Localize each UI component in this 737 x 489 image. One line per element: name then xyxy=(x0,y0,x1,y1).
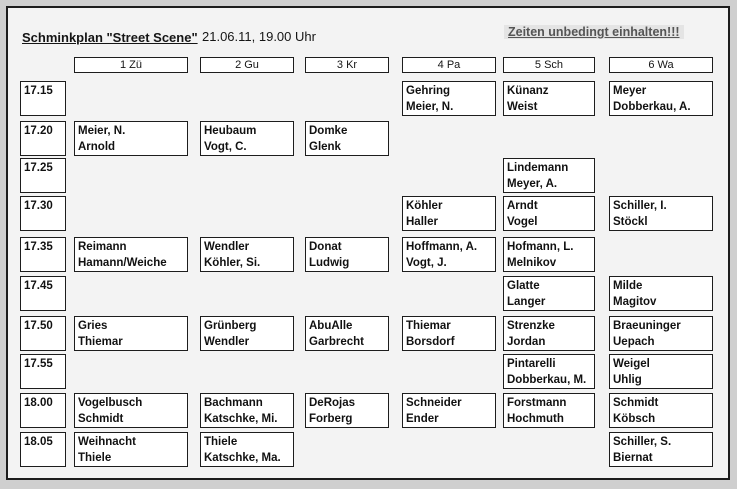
person-name: Lindemann xyxy=(507,162,569,174)
time-label: 18.05 xyxy=(24,436,53,448)
time-label: 17.50 xyxy=(24,320,53,332)
person-name: Köhler, Si. xyxy=(204,257,261,269)
schedule-entry xyxy=(402,316,496,351)
person-name: Milde xyxy=(613,280,643,292)
time-slot xyxy=(20,354,66,389)
person-name: Hofmann, L. xyxy=(507,241,574,253)
time-label: 17.35 xyxy=(24,241,53,253)
person-name: Hoffmann, A. xyxy=(406,241,478,253)
person-name: Vogt, C. xyxy=(204,141,247,153)
schedule-entry xyxy=(609,354,713,389)
column-header: 2 Gu xyxy=(200,57,294,73)
schedule-entry xyxy=(503,393,595,428)
person-name: Schmidt xyxy=(613,397,659,409)
time-label: 18.00 xyxy=(24,397,53,409)
person-name: Ludwig xyxy=(309,257,350,269)
schedule-entry xyxy=(609,276,713,311)
schedule-entry xyxy=(609,393,713,428)
person-name: Heubaum xyxy=(204,125,257,137)
person-name: Langer xyxy=(507,296,546,308)
schedule-entry xyxy=(402,81,496,116)
person-name: Braeuninger xyxy=(613,320,681,332)
schedule-entry xyxy=(305,393,389,428)
person-name: Gehring xyxy=(406,85,451,97)
person-name: Jordan xyxy=(507,336,546,348)
schedule-entry xyxy=(402,196,496,231)
time-slot xyxy=(20,432,66,467)
person-name: Dobberkau, A. xyxy=(613,101,691,113)
time-slot xyxy=(20,196,66,231)
person-name: Forstmann xyxy=(507,397,567,409)
person-name: Thiele xyxy=(78,452,112,464)
person-name: Gries xyxy=(78,320,108,332)
person-name: Domke xyxy=(309,125,348,137)
schedule-entry xyxy=(200,432,294,467)
person-name: Weigel xyxy=(613,358,650,370)
person-name: Magitov xyxy=(613,296,657,308)
schedule-entry xyxy=(503,158,595,193)
person-name: Meier, N. xyxy=(78,125,126,137)
schedule-entry xyxy=(74,393,188,428)
column-header: 1 Zü xyxy=(74,57,188,73)
person-name: Thiemar xyxy=(406,320,451,332)
schedule-entry xyxy=(200,121,294,156)
person-name: DeRojas xyxy=(309,397,356,409)
person-name: Vogel xyxy=(507,216,538,228)
person-name: Hamann/Weiche xyxy=(78,257,167,269)
schedule-entry xyxy=(503,316,595,351)
warning-note: Zeiten unbedingt einhalten!!! xyxy=(504,25,684,39)
schedule-entry xyxy=(305,237,389,272)
time-label: 17.55 xyxy=(24,358,53,370)
person-name: Weihnacht xyxy=(78,436,136,448)
person-name: Köhler xyxy=(406,200,443,212)
schedule-entry xyxy=(609,81,713,116)
schedule-entry xyxy=(402,237,496,272)
person-name: Strenzke xyxy=(507,320,555,332)
person-name: Köbsch xyxy=(613,413,656,425)
schedule-sheet xyxy=(6,6,730,480)
schedule-entry xyxy=(74,432,188,467)
schedule-entry xyxy=(609,316,713,351)
time-label: 17.25 xyxy=(24,162,53,174)
schedule-entry xyxy=(200,237,294,272)
person-name: Weist xyxy=(507,101,538,113)
schedule-entry xyxy=(74,121,188,156)
person-name: Melnikov xyxy=(507,257,557,269)
person-name: Glatte xyxy=(507,280,540,292)
person-name: Meyer xyxy=(613,85,647,97)
person-name: Thiele xyxy=(204,436,238,448)
schedule-entry xyxy=(402,393,496,428)
schedule-entry xyxy=(609,196,713,231)
column-header: 6 Wa xyxy=(609,57,713,73)
person-name: Uepach xyxy=(613,336,655,348)
column-header: 4 Pa xyxy=(402,57,496,73)
person-name: Schneider xyxy=(406,397,462,409)
person-name: Schiller, S. xyxy=(613,436,672,448)
person-name: Garbrecht xyxy=(309,336,364,348)
page-title: Schminkplan "Street Scene" xyxy=(22,30,198,45)
time-slot xyxy=(20,237,66,272)
person-name: Meier, N. xyxy=(406,101,454,113)
person-name: Thiemar xyxy=(78,336,123,348)
person-name: Reimann xyxy=(78,241,127,253)
time-slot xyxy=(20,81,66,116)
time-label: 17.30 xyxy=(24,200,53,212)
time-label: 17.45 xyxy=(24,280,53,292)
schedule-entry xyxy=(503,196,595,231)
person-name: Glenk xyxy=(309,141,341,153)
schedule-entry xyxy=(503,237,595,272)
person-name: Katschke, Ma. xyxy=(204,452,281,464)
time-slot xyxy=(20,276,66,311)
person-name: Wendler xyxy=(204,241,250,253)
time-slot xyxy=(20,158,66,193)
schedule-entry xyxy=(200,316,294,351)
schedule-entry xyxy=(305,316,389,351)
person-name: Arnold xyxy=(78,141,116,153)
time-slot xyxy=(20,121,66,156)
person-name: Biernat xyxy=(613,452,653,464)
schedule-entry xyxy=(200,393,294,428)
date-time: 21.06.11, 19.00 Uhr xyxy=(202,29,316,44)
person-name: Schiller, I. xyxy=(613,200,667,212)
column-header: 5 Sch xyxy=(503,57,595,73)
person-name: Wendler xyxy=(204,336,250,348)
person-name: Ender xyxy=(406,413,439,425)
person-name: Pintarelli xyxy=(507,358,556,370)
person-name: AbuAlle xyxy=(309,320,353,332)
person-name: Donat xyxy=(309,241,342,253)
person-name: Forberg xyxy=(309,413,353,425)
time-slot xyxy=(20,316,66,351)
person-name: Stöckl xyxy=(613,216,648,228)
time-label: 17.20 xyxy=(24,125,53,137)
person-name: Dobberkau, M. xyxy=(507,374,587,386)
person-name: Künanz xyxy=(507,85,549,97)
person-name: Hochmuth xyxy=(507,413,564,425)
person-name: Grünberg xyxy=(204,320,257,332)
person-name: Arndt xyxy=(507,200,538,212)
schedule-entry xyxy=(74,316,188,351)
person-name: Vogt, J. xyxy=(406,257,447,269)
schedule-entry xyxy=(305,121,389,156)
person-name: Haller xyxy=(406,216,438,228)
time-slot xyxy=(20,393,66,428)
person-name: Meyer, A. xyxy=(507,178,558,190)
person-name: Borsdorf xyxy=(406,336,455,348)
person-name: Schmidt xyxy=(78,413,124,425)
person-name: Katschke, Mi. xyxy=(204,413,278,425)
column-header: 3 Kr xyxy=(305,57,389,73)
schedule-entry xyxy=(74,237,188,272)
person-name: Uhlig xyxy=(613,374,642,386)
schedule-entry xyxy=(503,81,595,116)
person-name: Bachmann xyxy=(204,397,263,409)
person-name: Vogelbusch xyxy=(78,397,143,409)
time-label: 17.15 xyxy=(24,85,53,97)
schedule-entry xyxy=(609,432,713,467)
schedule-entry xyxy=(503,276,595,311)
schedule-entry xyxy=(503,354,595,389)
